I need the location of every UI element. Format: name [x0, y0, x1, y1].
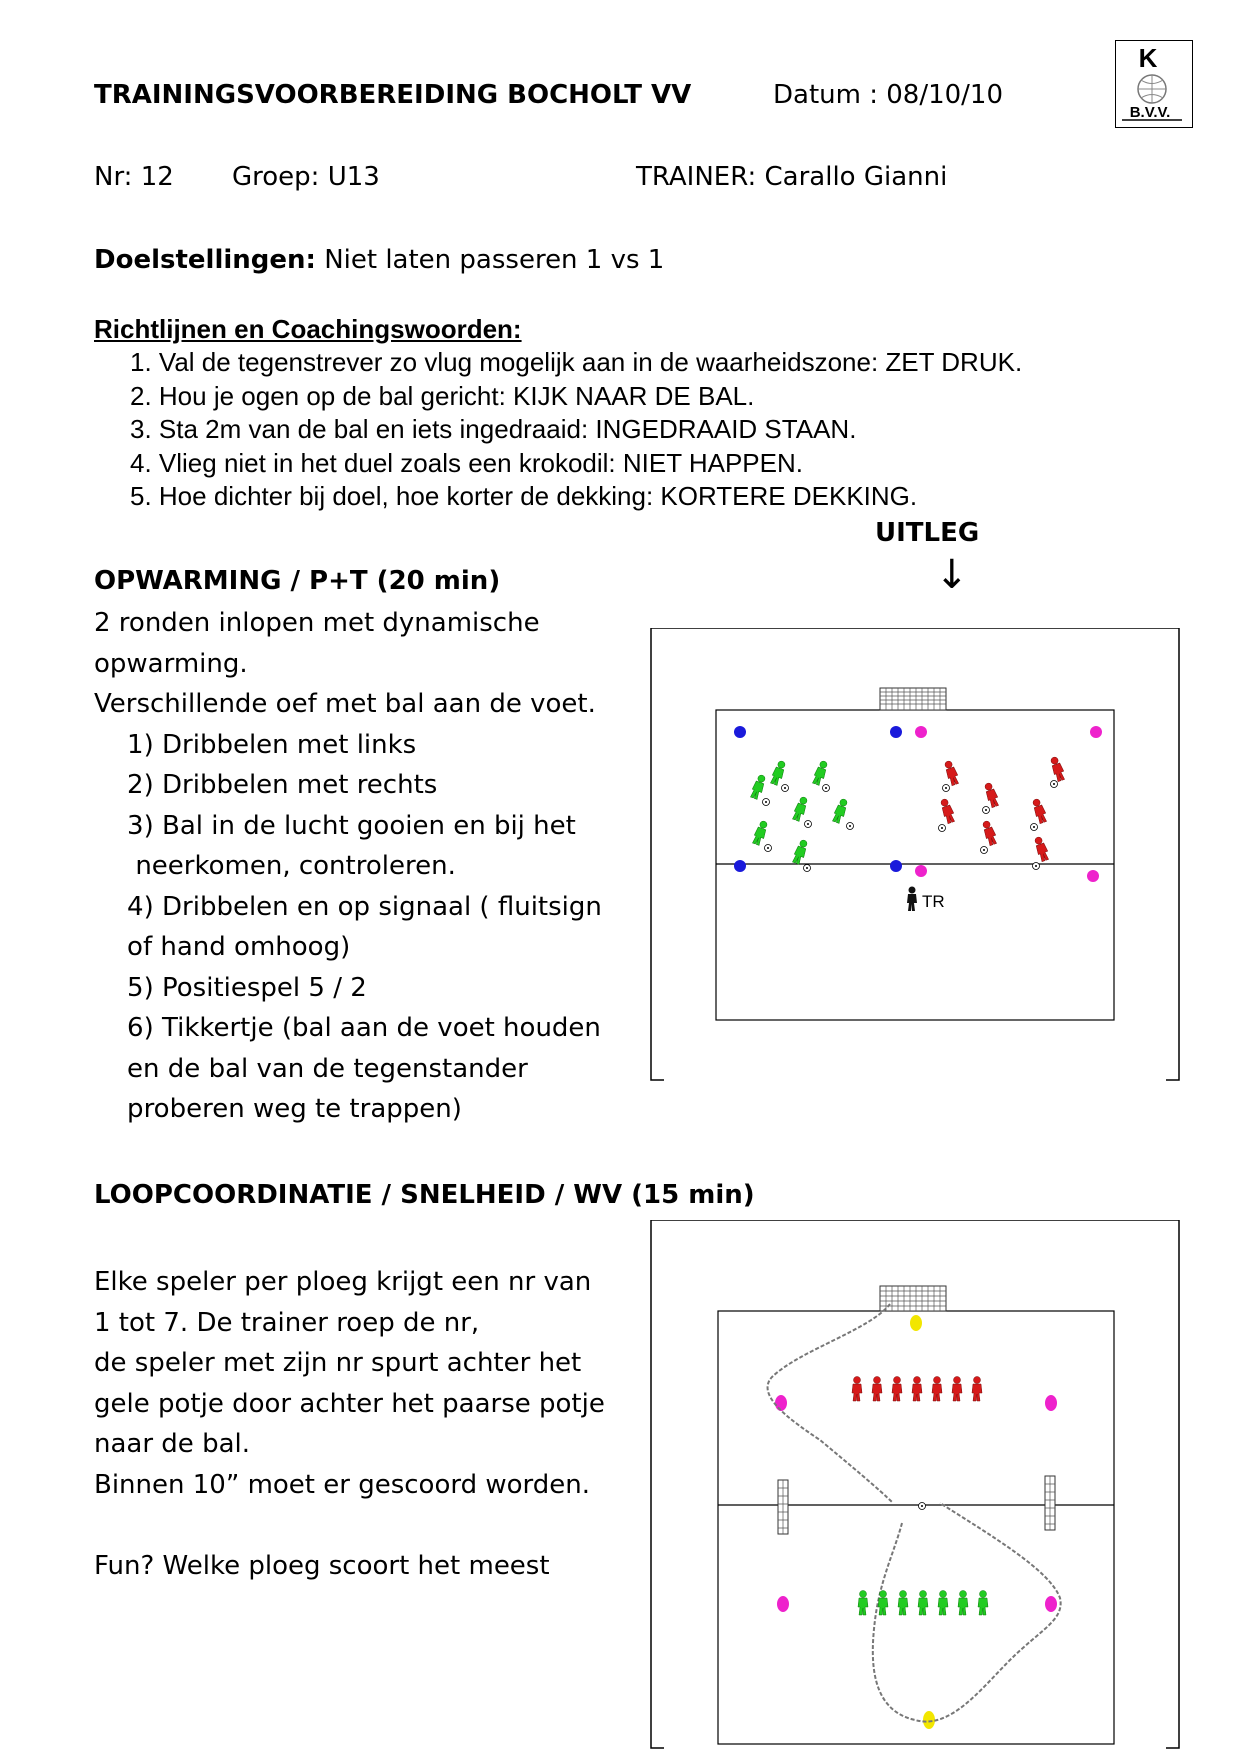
pink-cone-icon	[915, 726, 927, 738]
list-item: 5. Hoe dichter bij doel, hoe korter de dekking: KORTERE DEKKING.	[130, 481, 918, 511]
down-arrow-icon: ↓	[935, 552, 969, 598]
page-title: TRAININGSVOORBEREIDING BOCHOLT VV	[94, 80, 692, 110]
club-logo	[1115, 40, 1193, 128]
ball-icon	[919, 1503, 926, 1510]
groep-field: Groep: U13	[232, 162, 380, 192]
pitch-outline	[716, 710, 1114, 1020]
text-line: 1 tot 7. De trainer roep de nr,	[94, 1307, 480, 1338]
text-line: proberen weg te trappen)	[94, 1094, 462, 1124]
date-field: Datum : 08/10/10	[773, 80, 1004, 110]
blue-cone-icon	[734, 726, 746, 738]
text-line	[94, 1505, 605, 1546]
pink-cone-icon	[1045, 1596, 1057, 1612]
text-line: Fun? Welke ploeg scoort het meest	[94, 1550, 550, 1581]
text-line: Elke speler per ploeg krijgt een nr van	[94, 1267, 592, 1297]
yellow-cone-icon	[923, 1711, 935, 1729]
blue-cone-icon	[734, 860, 746, 872]
pink-cone-icon	[777, 1596, 789, 1612]
text-line: opwarming.	[94, 648, 248, 679]
list-item: 2. Hou je ogen op de bal gericht: KIJK NAAR DE BAL.	[130, 380, 755, 411]
yellow-cone-icon	[910, 1315, 922, 1331]
list-item: 1. Val de tegenstrever zo vlug mogelijk aan in de waarheidszone: ZET DRUK.	[130, 347, 1023, 377]
opwarming-diagram	[650, 628, 1180, 1083]
pink-cone-icon	[1087, 870, 1099, 882]
text-line: 2) Dribbelen met rechts	[94, 770, 438, 800]
text-line: Binnen 10” moet er gescoord worden.	[94, 1469, 591, 1500]
pink-cone-icon	[1090, 726, 1102, 738]
list-item: 4. Vlieg niet in het duel zoals een krokodil: NIET HAPPEN.	[130, 447, 803, 478]
text-line: 6) Tikkertje (bal aan de voet houden	[94, 1013, 601, 1043]
doelstellingen-label: Doelstellingen:	[94, 245, 316, 275]
loopcoordinatie-diagram	[650, 1220, 1180, 1752]
opwarming-title: OPWARMING / P+T (20 min)	[94, 566, 501, 596]
richtlijnen-title: Richtlijnen en Coachingswoorden:	[94, 314, 522, 344]
pink-cone-icon	[915, 865, 927, 877]
club-logo-graphic	[1116, 41, 1191, 126]
trainer-field: TRAINER: Carallo Gianni	[636, 162, 948, 192]
green-team	[858, 1591, 988, 1616]
side-goal-icon	[778, 1480, 788, 1534]
text-line: 1) Dribbelen met links	[94, 729, 417, 760]
goal-icon	[880, 1286, 946, 1311]
text-line: de speler met zijn nr spurt achter het	[94, 1348, 582, 1378]
logo-letter: K	[1138, 43, 1158, 73]
loopcoordinatie-title: LOOPCOORDINATIE / SNELHEID / WV (15 min)	[94, 1180, 755, 1210]
pink-cone-icon	[775, 1395, 787, 1411]
nr-field: Nr: 12	[94, 162, 174, 192]
loopcoordinatie-text	[94, 1262, 605, 1586]
text-line: 3) Bal in de lucht gooien en bij het	[94, 810, 576, 841]
trainer-label: TR	[922, 892, 945, 911]
opwarming-text	[94, 603, 602, 1130]
logo-caption: B.V.V.	[1129, 104, 1171, 121]
text-line: naar de bal.	[94, 1429, 250, 1459]
text-line: 2 ronden inlopen met dynamische	[94, 608, 540, 638]
text-line: of hand omhoog)	[94, 932, 351, 962]
goal-icon	[880, 688, 946, 710]
uitleg-label: UITLEG	[875, 518, 980, 548]
text-line: 5) Positiespel 5 / 2	[94, 972, 367, 1003]
pink-cone-icon	[1045, 1395, 1057, 1411]
side-goal-icon	[1045, 1476, 1055, 1530]
blue-cone-icon	[890, 860, 902, 872]
balls	[763, 781, 1058, 872]
text-line: en de bal van de tegenstander	[94, 1053, 528, 1084]
doelstellingen-text: Niet laten passeren 1 vs 1	[315, 245, 665, 275]
list-item: 3. Sta 2m van de bal en iets ingedraaid: INGEDRAAID STAAN.	[130, 414, 857, 444]
text-line: neerkomen, controleren.	[94, 851, 456, 881]
text-line: gele potje door achter het paarse potje	[94, 1388, 605, 1419]
trainer-icon	[907, 887, 945, 912]
blue-cone-icon	[890, 726, 902, 738]
text-line: Verschillende oef met bal aan de voet.	[94, 689, 596, 719]
text-line: 4) Dribbelen en op signaal ( fluitsign	[94, 891, 602, 922]
richtlijnen-list	[130, 346, 1022, 514]
doelstellingen-line	[94, 245, 664, 275]
red-team	[852, 1377, 982, 1402]
running-path	[768, 1304, 1061, 1722]
red-team	[939, 756, 1067, 862]
